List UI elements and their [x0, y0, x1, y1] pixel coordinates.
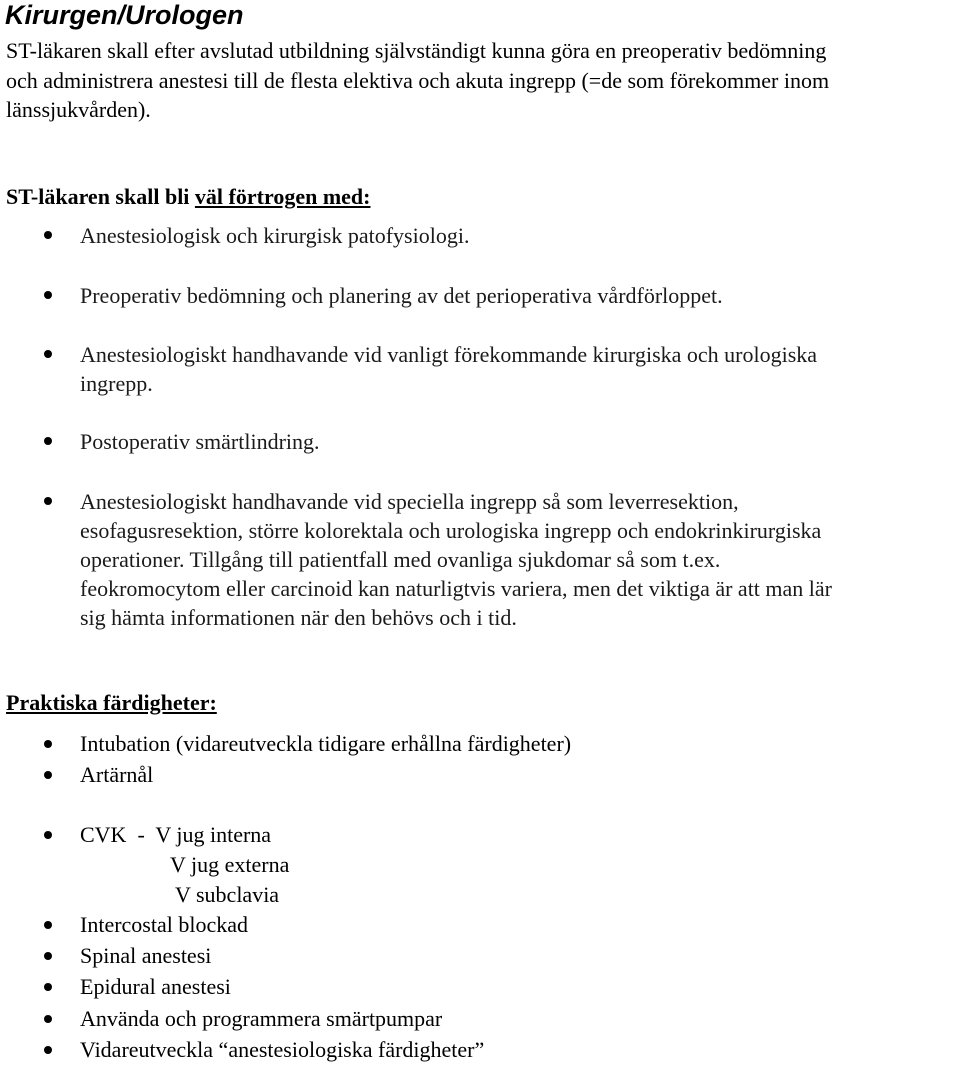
- bullet-icon: [44, 921, 52, 929]
- list-item-text: [80, 281, 960, 310]
- list-item-line: feokromocytom eller carcinoid kan naturligtvis variera, men det viktiga är att man lär: [80, 576, 832, 601]
- list-item-text: Epidural anestesi: [80, 974, 231, 999]
- list-item-text: [80, 340, 960, 398]
- bullet-icon: [44, 740, 52, 748]
- bullet-icon: [44, 1015, 52, 1023]
- list-item-text: [80, 427, 960, 456]
- list-item-line: ingrepp.: [80, 371, 153, 396]
- cvk-sub-item: V subclavia: [175, 882, 280, 907]
- list-item-line: Anestesiologiskt handhavande vid speciella ingrepp så som leverresektion,: [80, 489, 739, 514]
- bullet-icon: [44, 952, 52, 960]
- bullet-icon: [44, 231, 52, 239]
- intro-line: och administrera anestesi till de flesta elektiva och akuta ingrepp (=de som förekommer inom: [6, 67, 830, 93]
- bullet-icon: [44, 983, 52, 991]
- bullet-icon: [44, 437, 52, 445]
- list-item-text: [80, 487, 960, 632]
- list-item-text: CVK - V jug interna: [80, 822, 272, 847]
- page-title: Kirurgen/Urologen: [5, 0, 244, 30]
- bullet-icon: [44, 1046, 52, 1054]
- list-item-text: Använda och programmera smärtpumpar: [80, 1006, 443, 1031]
- intro-line: ST-läkaren skall efter avslutad utbildning självständigt kunna göra en preoperativ bedömning: [6, 38, 827, 63]
- intro-line: länssjukvården).: [6, 97, 151, 122]
- list-item-line: Postoperativ smärtlindring.: [80, 429, 320, 454]
- list-item-text: [80, 221, 960, 250]
- list-item-text: Vidareutveckla “anestesiologiska färdigheter”: [80, 1037, 485, 1062]
- list-item-line: sig hämta informationen när den behövs och i tid.: [80, 605, 517, 630]
- list-item-text: Intercostal blockad: [80, 912, 248, 937]
- cvk-sub-item: V jug externa: [170, 852, 290, 877]
- list-item-text: Spinal anestesi: [80, 943, 212, 968]
- list-item-line: Anestesiologisk och kirurgisk patofysiologi.: [80, 223, 470, 248]
- bullet-icon: [44, 350, 52, 358]
- section-heading-practical-skills: Praktiska färdigheter:: [6, 690, 217, 715]
- section-heading-underlined: väl förtrogen med:: [194, 184, 371, 209]
- bullet-icon: [44, 831, 52, 839]
- list-item-text: Artärnål: [80, 762, 154, 787]
- list-item-line: Anestesiologiskt handhavande vid vanligt förekommande kirurgiska och urologiska: [80, 342, 818, 367]
- list-item-line: esofagusresektion, större kolorektala och urologiska ingrepp och endokrinkirurgiska: [80, 518, 822, 543]
- bullet-icon: [44, 771, 52, 779]
- list-item-line: Preoperativ bedömning och planering av det perioperativa vårdförloppet.: [80, 283, 723, 308]
- bullet-icon: [44, 291, 52, 299]
- section-heading-familiar: [6, 182, 370, 211]
- list-item-text: Intubation (vidareutveckla tidigare erhållna färdigheter): [80, 731, 572, 756]
- section-heading-prefix: ST-läkaren skall bli: [6, 184, 195, 209]
- intro-paragraph: [6, 36, 956, 125]
- bullet-icon: [44, 497, 52, 505]
- list-item-line: operationer. Tillgång till patientfall med ovanliga sjukdomar så som t.ex.: [80, 547, 721, 572]
